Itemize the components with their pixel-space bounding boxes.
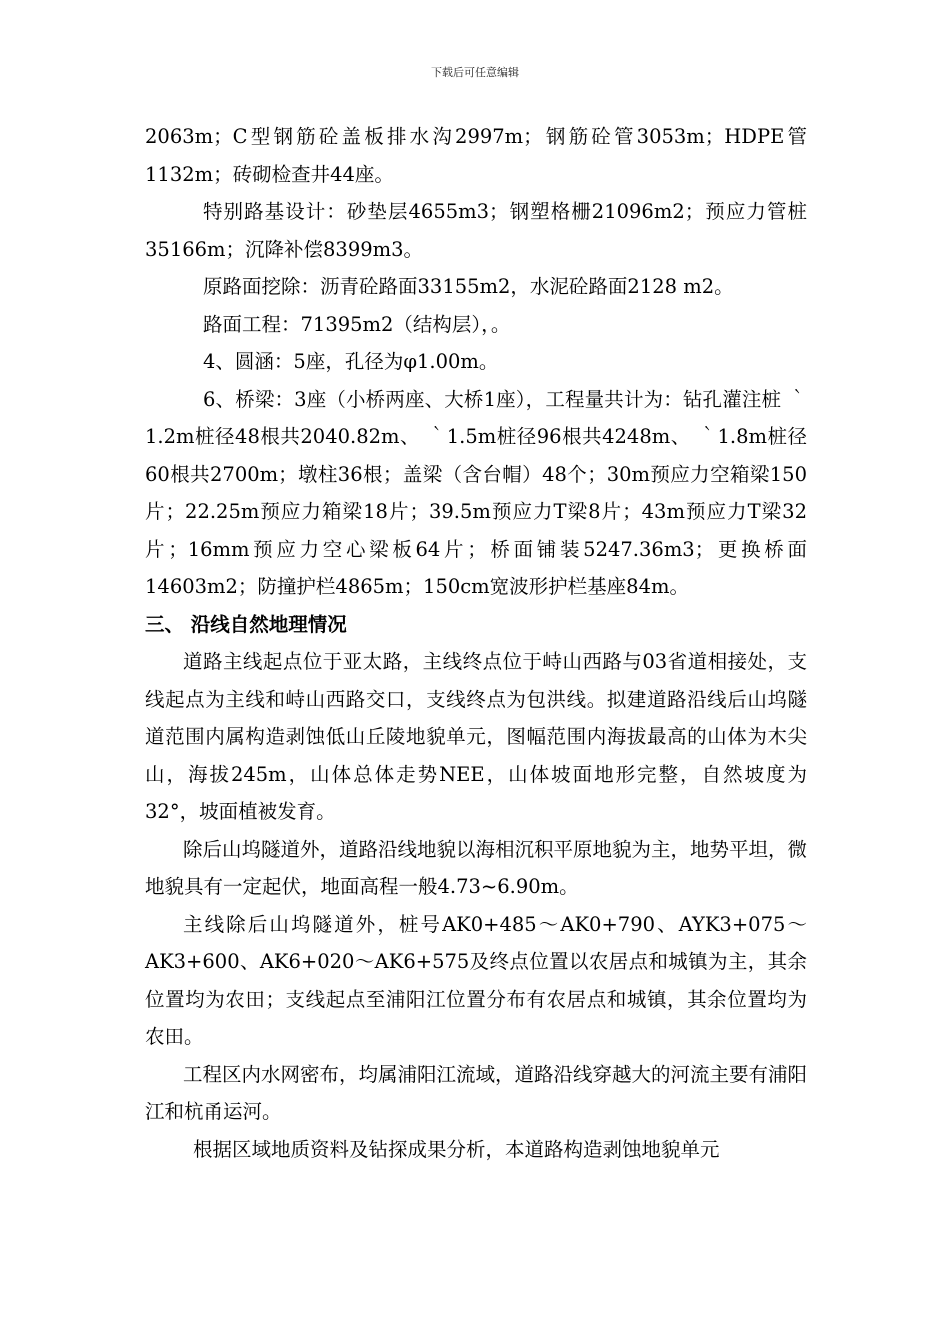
- paragraph-bridges: 6、桥梁：3座（小桥两座、大桥1座），工程量共计为：钻孔灌注桩 ｀1.2m桩径48根共2040.82m、 ｀1.5m桩径96根共4248m、 ｀1.8m桩径60根共2700m；墩柱36根；盖梁（含台帽）48个；30m预应力空箱梁150片；22.25m预应力箱梁18片；39.5m预应力T梁8片；43m预应力T梁32片；16mm预应力空心梁板64片；桥面铺装5247.36m3；更换桥面14603m2；防撞护栏4865m；150cm宽波形护栏基座84m。: [145, 387, 807, 598]
- paragraph-special-subgrade: 特别路基设计：砂垫层4655m3；钢塑格栅21096m2；预应力管桩35166m；沉降补偿8399m3。: [145, 200, 807, 261]
- page-header: 下载后可任意编辑: [431, 66, 519, 79]
- section-heading: 三、 沿线自然地理情况: [145, 612, 347, 636]
- paragraph-geology: 根据区域地质资料及钻探成果分析，本道路构造剥蚀地貌单元: [193, 1137, 720, 1161]
- paragraph-water-network: 工程区内水网密布，均属浦阳江流域，道路沿线穿越大的河流主要有浦阳江和杭甬运河。: [145, 1062, 808, 1123]
- paragraph-culverts: 4、圆涵：5座，孔径为φ1.00m。: [203, 350, 499, 373]
- paragraph-route-location: 道路主线起点位于亚太路，主线终点位于峙山西路与03省道相接处，支线起点为主线和峙山西路交口，支线终点为包洪线。拟建道路沿线后山坞隧道范围内属构造剥蚀低山丘陵地貌单元，图幅范围内海拔最高的山体为木尖山，海拔245m，山体总体走势NEE，山体坡面地形完整，自然坡度为32°，坡面植被发育。: [145, 650, 807, 823]
- paragraph-land-use: 主线除后山坞隧道外，桩号AK0+485～AK0+790、AYK3+075～AK3+600、AK6+020～AK6+575及终点位置以农居点和城镇为主，其余位置均为农田；支线起点至浦阳江位置分布有农居点和城镇，其余位置均为农田。: [145, 912, 807, 1048]
- paragraph-drainage: 2063m；C型钢筋砼盖板排水沟2997m；钢筋砼管3053m；HDPE管1132m；砖砌检查井44座。: [145, 125, 807, 186]
- document-body: [145, 118, 807, 1168]
- paragraph-pavement-removal: 原路面挖除：沥青砼路面33155m2，水泥砼路面2128 m2。: [203, 275, 734, 298]
- paragraph-landform: 除后山坞隧道外，道路沿线地貌以海相沉积平原地貌为主，地势平坦，微地貌具有一定起伏，地面高程一般4.73~6.90m。: [145, 837, 808, 898]
- paragraph-pavement-works: 路面工程：71395m2（结构层），。: [203, 312, 511, 336]
